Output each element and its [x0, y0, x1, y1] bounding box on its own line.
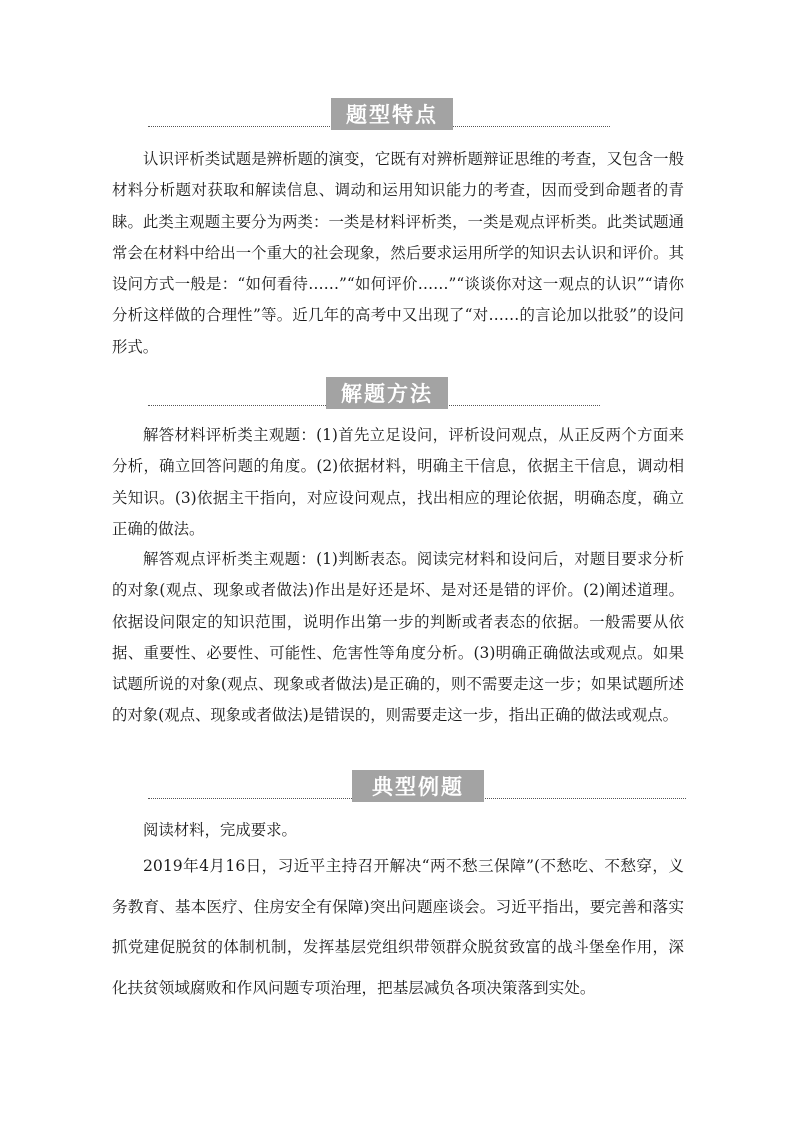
section-title: 题型特点: [331, 98, 453, 130]
paragraph: 阅读材料，完成要求。: [143, 821, 297, 839]
section-title: 典型例题: [352, 770, 484, 802]
paragraph: 认识评析类试题是辨析题的演变，它既有对辨析题辩证思维的考查，又包含一般材料分析题对获取和解读信息、调动和运用知识能力的考查，因而受到命题者的青睐。此类主观题主要分为两类：一类是材料评析类，一类是观点评析类。此类试题通常会在材料中给出一个重大的社会现象，然后要求运用所学的知识去认识和评价。其设问方式一般是：“如何看待……”“如何评价……”“谈谈你对这一观点的认识”“请你分析这样做的合理性”等。近几年的高考中又出现了“对……的言论加以批驳”的设问形式。: [112, 150, 684, 356]
section-title: 解题方法: [326, 377, 448, 409]
section-header-examples: [148, 770, 686, 804]
paragraph: 2019年4月16日，习近平主持召开解决“两不愁三保障”(不愁吃、不愁穿，义务教育、基本医疗、住房安全有保障)突出问题座谈会。习近平指出，要完善和落实抓党建促脱贫的体制机制，发挥基层党组织带领群众脱贫致富的战斗堡垒作用，深化扶贫领域腐败和作风问题专项治理，把基层减负各项决策落到实处。: [112, 857, 684, 997]
paragraph: 解答观点评析类主观题：(1)判断表态。阅读完材料和设问后，对题目要求分析的对象(观点、现象或者做法)作出是好还是坏、是对还是错的评价。(2)阐述道理。依据设问限定的知识范围，说明作出第一步的判断或者表态的依据。一般需要从依据、重要性、必要性、可能性、危害性等角度分析。(3)明确正确做法或观点。如果试题所说的对象(观点、现象或者做法)是正确的，则不需要走这一步；如果试题所述的对象(观点、现象或者做法)是错误的，则需要走这一步，指出正确的做法或观点。: [112, 550, 684, 725]
section-header-methods: [148, 377, 600, 411]
paragraph: 解答材料评析类主观题：(1)首先立足设问，评析设问观点，从正反两个方面来分析，确立回答问题的角度。(2)依据材料，明确主干信息，依据主干信息，调动相关知识。(3)依据主干指向，对应设问观点，找出相应的理论依据，明确态度，确立正确的做法。: [112, 426, 684, 538]
section-header-features: [148, 98, 610, 132]
